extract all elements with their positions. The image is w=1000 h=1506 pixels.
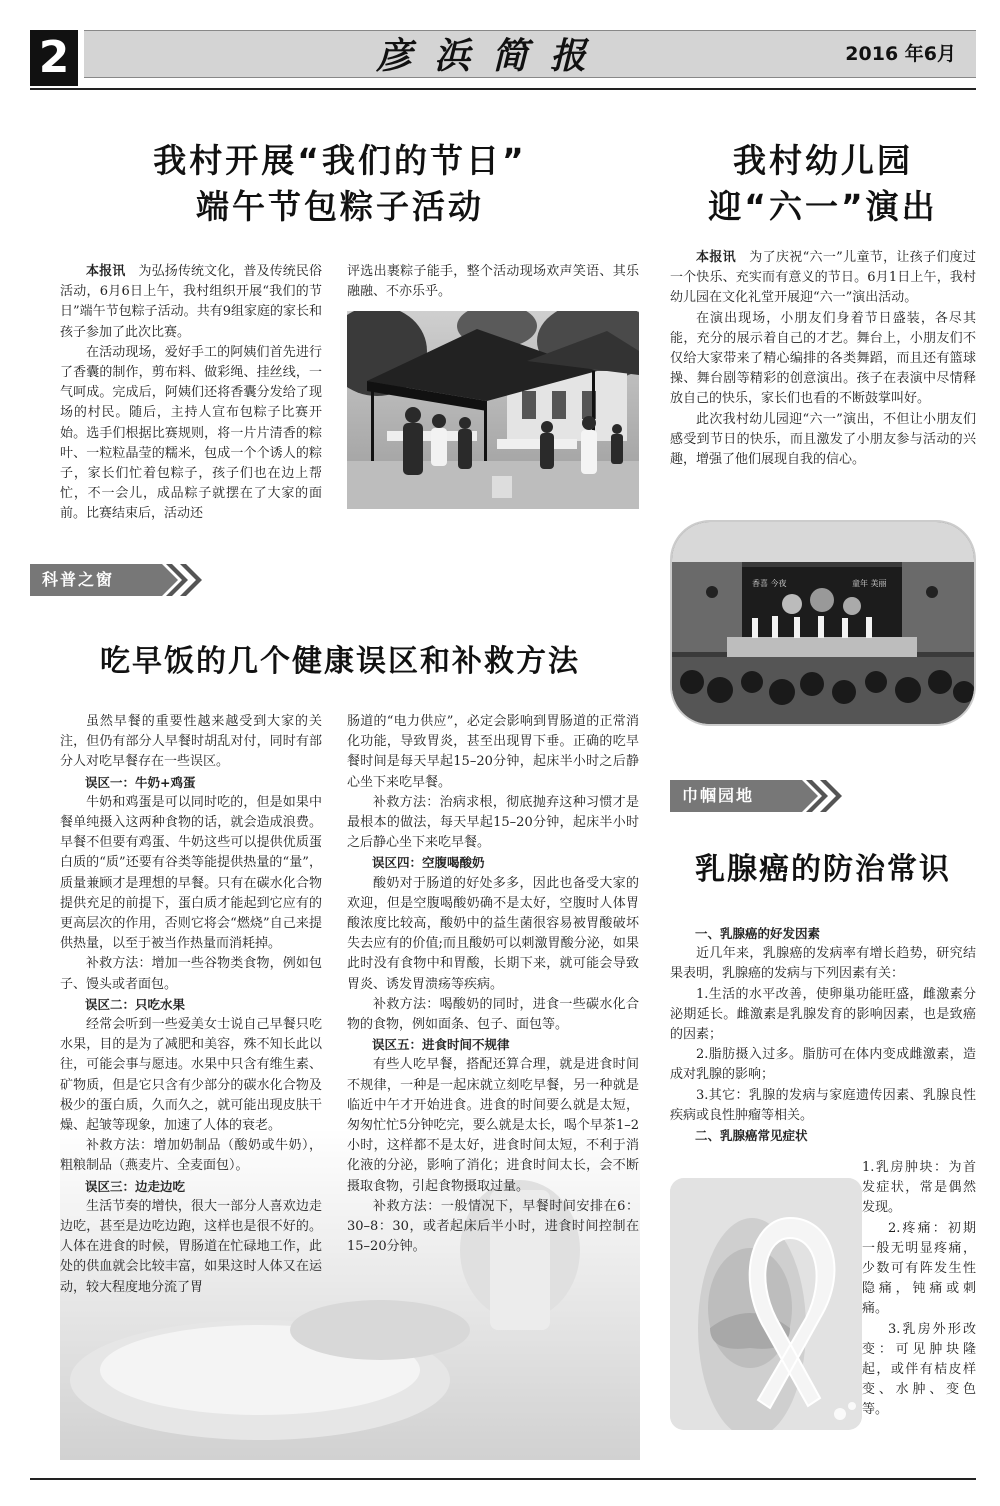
masthead-rule bbox=[30, 88, 976, 90]
section-tag-science bbox=[30, 564, 230, 596]
stripes-icon bbox=[140, 564, 220, 596]
awareness-photo bbox=[670, 1178, 862, 1430]
article3-headline: 吃早饭的几个健康误区和补救方法 bbox=[100, 644, 580, 679]
section-tag-women bbox=[670, 780, 870, 812]
article2-p1-text: 为了庆祝“六一”儿童节，让孩子们度过一个快乐、充实而有意义的节日。6月1日上午，我村幼儿园在文化礼堂开展迎“六一”演出活动。 bbox=[670, 250, 976, 306]
article3-intro: 虽然早餐的重要性越来越受到大家的关注，但仍有部分人早餐时胡乱对付，同时有部分人对吃早餐存在一些误区。 bbox=[60, 714, 322, 770]
article2-byline: 本报讯 bbox=[696, 250, 736, 265]
newspaper-title: 彦浜简报 bbox=[376, 35, 609, 77]
stage-photo-image bbox=[672, 522, 974, 724]
festival-photo-image bbox=[347, 311, 639, 509]
pink-ribbon-icon bbox=[670, 1178, 862, 1430]
article2-body bbox=[670, 248, 976, 470]
stripes-icon-2 bbox=[780, 780, 860, 812]
myth5-fix: 补救方法：一般情况下，早餐时间安排在6：30–8：30，或者起床后半小时，进食时间控制在15–20分钟。 bbox=[347, 1198, 639, 1255]
article1-headline-line2: 端午节包粽子活动 bbox=[196, 187, 484, 226]
article2-p2: 在演出现场，小朋友们身着节日盛装，各尽其能，充分的展示着自己的才艺。舞台上，小朋友们不仅给大家带来了精心编排的各类舞蹈，而且还有篮球操、舞台剧等精彩的创意演出。孩子在表演中尽情释放自己的快乐，家长们也看的不断鼓掌叫好。 bbox=[670, 310, 976, 407]
article4-s2-title: 二、乳腺癌常见症状 bbox=[695, 1128, 808, 1144]
myth1-title: 误区一：牛奶+鸡蛋 bbox=[85, 774, 196, 790]
myth2-text: 经常会听到一些爱美女士说自己早餐只吃水果，目的是为了减肥和美容，殊不知长此以往，可能会事与愿违。水果中只含有维生素、矿物质，但是它只含有少部分的碳水化合物及极少的蛋白质，久而久之，就可能出现皮肤干燥、起皱等现象，加速了人体的衰老。 bbox=[60, 1017, 322, 1134]
article4-s2-item1: 1.乳房肿块：为首发症状，常是偶然发现。 bbox=[862, 1160, 976, 1216]
article4-s2-item2: 2.疼痛：初期一般无明显疼痛，少数可有阵发生性隐痛，钝痛或刺痛。 bbox=[862, 1220, 976, 1317]
article4-symptoms bbox=[862, 1158, 976, 1421]
article2-headline bbox=[670, 138, 976, 230]
article4-s1-item2: 2.脂肪摄入过多。脂肪可在体内变成雌激素，造成对乳腺的影响； bbox=[670, 1047, 976, 1083]
article4-s1-item1: 1.生活的水平改善，使卵巢功能旺盛，雌激素分泌期延长。雌激素是乳腺发育的影响因素，也是致癌的因素； bbox=[670, 986, 976, 1043]
page-number: 2 bbox=[30, 30, 78, 86]
myth5-title: 误区五：进食时间不规律 bbox=[372, 1037, 510, 1053]
myth3-text: 生活节奏的增快，很大一部分人喜欢边走边吃，甚至是边吃边跑，这样也是很不好的。人体在进食的时候，胃肠道在忙碌地工作，此处的供血就会比较丰富，如果这时人体又在运动，较大程度地分流了胃 bbox=[60, 1198, 322, 1295]
article3-col2 bbox=[347, 712, 639, 1257]
article1-headline-line1: 我村开展“我们的节日” bbox=[153, 141, 527, 180]
article2-p1 bbox=[670, 248, 976, 309]
article4-s2-item3: 3.乳房外形改变：可见肿块隆起，或伴有桔皮样变、水肿、变色等。 bbox=[862, 1321, 976, 1418]
myth2-title: 误区二：只吃水果 bbox=[85, 996, 186, 1012]
myth4-title: 误区四：空腹喝酸奶 bbox=[372, 855, 485, 871]
myth1-fix: 补救方法：增加一些谷物类食物，例如包子、馒头或者面包。 bbox=[60, 956, 322, 992]
stage-photo bbox=[670, 520, 976, 726]
article2-headline-line2: 迎“六一”演出 bbox=[708, 187, 938, 226]
myth5-text: 有些人吃早餐，搭配还算合理，就是进食时间不规律，一种是一起床就立刻吃早餐，另一种就是临近中午才开始进食。进食的时间要么就是太短，匆匆忙忙5分钟吃完，要么就是太长，喝个早茶1–2小时，这样都不是太好，进食时间太短，不利于消化液的分泌，影响了消化；进食时间太长，会不断摄取食物，引起食物摄取过量。 bbox=[347, 1057, 639, 1194]
article1-col2 bbox=[347, 262, 639, 302]
issue-date: 2016 年6月 bbox=[845, 43, 956, 65]
article1-p1-text: 为弘扬传统文化，普及传统民俗活动，6月6日上午，我村组织开展“我们的节日”端午节包粽子活动。共有9组家庭的家长和孩子参加了此次比赛。 bbox=[60, 264, 322, 340]
myth1-text: 牛奶和鸡蛋是可以同时吃的，但是如果中餐单纯摄入这两种食物的话，就会造成浪费。早餐不但要有鸡蛋、牛奶这些可以提供优质蛋白质的“质”还要有谷类等能提供热量的“量”，质量兼顾才是理想的早餐。只有在碳水化合物提供充足的前提下，蛋白质才能起到它应有的更高层次的作用，否则它将会“燃烧”自己来提供热量，以至于被当作热量而消耗掉。 bbox=[60, 794, 322, 952]
article1-p1 bbox=[60, 262, 322, 343]
myth3-text-cont: 肠道的“电力供应”，必定会影响到胃肠道的正常消化功能，导致胃炎，甚至出现胃下垂。正确的吃早餐时间是每天早起15–20分钟，起床半小时之后静心坐下来吃早餐。 bbox=[347, 714, 639, 790]
article2-p3: 此次我村幼儿园迎“六一”演出，不但让小朋友们感受到节日的快乐，而且激发了小朋友参与活动的兴趣，增强了他们展现自我的信心。 bbox=[670, 411, 976, 468]
myth4-text: 酸奶对于肠道的好处多多，因此也备受大家的欢迎，但是空腹喝酸奶确不是太好，空腹时人体胃酸浓度比较高，酸奶中的益生菌很容易被胃酸破坏失去应有的价值;而且酸奶可以刺激胃酸分泌，如果此时没有食物中和胃酸，长期下来，就可能会导致胃炎、诱发胃溃疡等疾病。 bbox=[347, 875, 639, 992]
article4-s1-item3: 3.其它：乳腺的发病与家庭遗传因素、乳腺良性疾病或良性肿瘤等相关。 bbox=[670, 1087, 976, 1123]
article1-col1 bbox=[60, 262, 322, 525]
section-tag-science-label: 科普之窗 bbox=[30, 564, 148, 596]
section-tag-women-label: 巾帼园地 bbox=[670, 780, 788, 812]
article1-p2: 在活动现场，爱好手工的阿姨们首先进行了香囊的制作，剪布料、做彩绳、挂丝线，一气呵成。完成后，阿姨们还将香囊分发给了现场的村民。随后，主持人宣布包粽子比赛开始。选手们根据比赛规则，将一片片清香的粽叶、一粒粒晶莹的糯米，包成一个个诱人的粽子，家长们忙着包粽子，孩子们也在边上帮忙，不一会儿，成品粽子就摆在了大家的面前。比赛结束后，活动还 bbox=[60, 344, 322, 522]
footer-rule bbox=[30, 1478, 976, 1480]
myth4-fix: 补救方法：喝酸奶的同时，进食一些碳水化合物的食物，例如面条、包子、面包等。 bbox=[347, 996, 639, 1033]
article2-headline-line1: 我村幼儿园 bbox=[733, 141, 913, 180]
myth3-fix: 补救方法：治病求根，彻底抛弃这种习惯才是最根本的做法，每天早起15–20分钟，起床半小时之后静心坐下来吃早餐。 bbox=[347, 794, 639, 851]
article1-byline: 本报讯 bbox=[86, 264, 126, 279]
stage-banner-left: 香喜 今夜 bbox=[752, 579, 787, 588]
article4-body bbox=[670, 924, 976, 1146]
article4-headline: 乳腺癌的防治常识 bbox=[695, 852, 951, 887]
article4-s1-title: 一、乳腺癌的好发因素 bbox=[695, 926, 821, 941]
article3-col1 bbox=[60, 712, 322, 1298]
myth3-title: 误区三：边走边吃 bbox=[85, 1178, 186, 1194]
article1-headline bbox=[60, 138, 620, 230]
stage-banner-right: 童年 美丽 bbox=[852, 579, 887, 588]
article4-s1-intro: 近几年来，乳腺癌的发病率有增长趋势，研究结果表明，乳腺癌的发病与下列因素有关： bbox=[670, 946, 976, 982]
myth2-fix: 补救方法：增加奶制品（酸奶或牛奶），粗粮制品（燕麦片、全麦面包）。 bbox=[60, 1138, 322, 1174]
article1-p2-cont: 评选出裹粽子能手，整个活动现场欢声笑语、其乐融融、不亦乐乎。 bbox=[347, 264, 639, 300]
festival-photo bbox=[347, 311, 639, 509]
